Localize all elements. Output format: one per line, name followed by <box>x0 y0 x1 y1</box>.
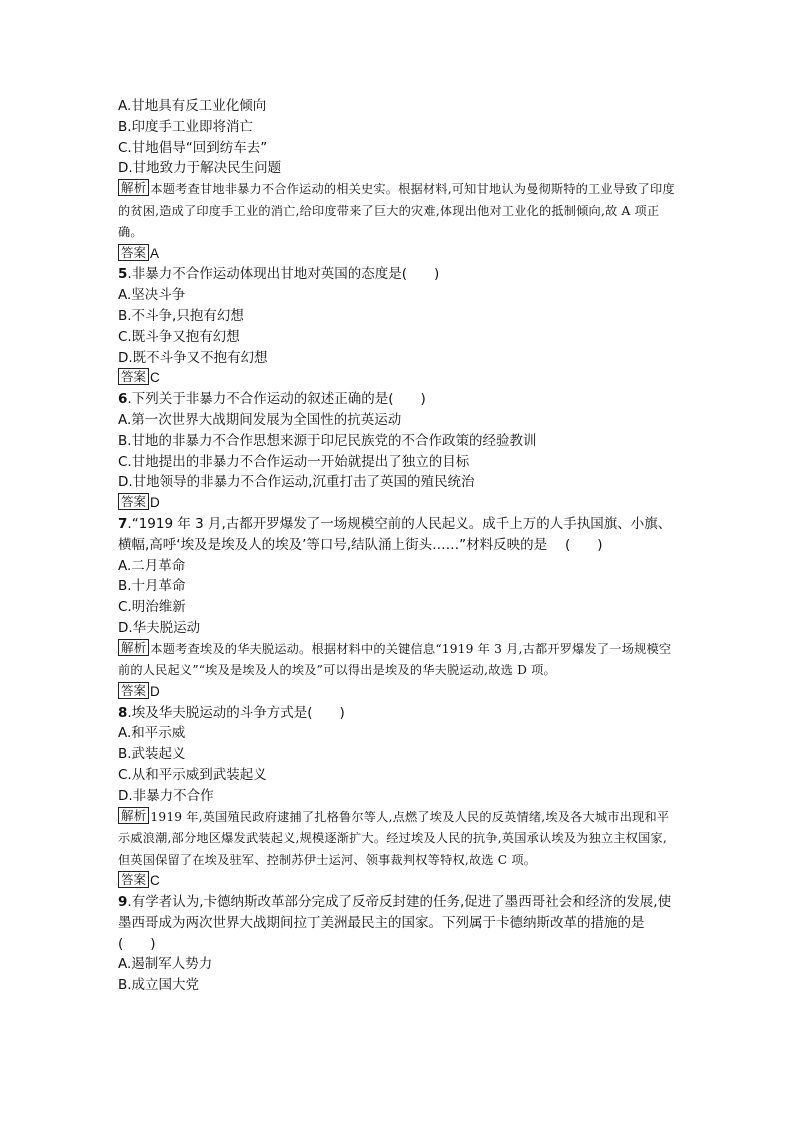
option-b: B.十月革命 <box>118 578 186 595</box>
question-number: 5 <box>118 266 128 283</box>
option-d: D.非暴力不合作 <box>118 787 214 804</box>
option-c: C.明治维新 <box>118 599 186 616</box>
question-text: .“1919 年 3 月,古都开罗爆发了一场规模空前的人民起义。成千上万的人手执国旗、小旗、横幅,高呼‘埃及是埃及人的埃及’等口号,结队涌上街头……”材料反映的是 ( ) <box>118 516 672 553</box>
question-stem <box>118 389 678 410</box>
option-c: C.甘地提出的非暴力不合作运动一开始就提出了独立的目标 <box>118 453 470 470</box>
option-c: C.甘地倡导“回到纺车去” <box>118 139 268 156</box>
analysis-text: 本题考查埃及的华夫脱运动。根据材料中的关键信息“1919 年 3 月,古都开罗爆发了一场规模空前的人民起义”“埃及是埃及人的埃及”可以得出是埃及的华夫脱运动,故选 D 项。 <box>118 641 672 678</box>
option-a: A.二月革命 <box>118 557 186 574</box>
question-number: 8 <box>118 704 128 721</box>
answer-value: D <box>150 495 160 511</box>
option-a: A.坚决斗争 <box>118 287 186 304</box>
question-4 <box>118 96 678 264</box>
question-stem <box>118 514 678 556</box>
analysis-text: 1919 年,英国殖民政府逮捕了扎格鲁尔等人,点燃了埃及人民的反英情绪,埃及各大城市出现和平示威浪潮,部分地区爆发武装起义,规模逐渐扩大。经过埃及人民的抗争,英国承认埃及为独立主权国家,但英国保留了在埃及驻军、控制苏伊士运河、领事裁判权等特权,故选 C 项。 <box>118 809 670 867</box>
document-page <box>118 96 678 996</box>
question-text: .埃及华夫脱运动的斗争方式是( ) <box>127 704 345 721</box>
question-text: .有学者认为,卡德纳斯改革部分完成了反帝反封建的任务,促进了墨西哥社会和经济的发展,使墨西哥成为两次世界大战期间拉丁美洲最民主的国家。下列属于卡德纳斯改革的措施的是( ) <box>118 893 672 952</box>
question-number: 7 <box>118 516 128 533</box>
question-5 <box>118 264 678 389</box>
answer-tag: 答案 <box>118 368 149 385</box>
analysis <box>118 807 678 872</box>
option-a: A.第一次世界大战期间发展为全国性的抗英运动 <box>118 412 402 429</box>
answer-tag: 答案 <box>118 244 149 261</box>
option-b: B.武装起义 <box>118 746 186 763</box>
answer <box>118 871 678 892</box>
question-stem <box>118 703 678 724</box>
option-a: A.遏制军人势力 <box>118 956 213 973</box>
analysis-tag: 解析 <box>118 807 149 824</box>
answer <box>118 244 678 265</box>
answer-value: D <box>150 683 160 699</box>
question-9 <box>118 892 678 996</box>
option-a: A.和平示威 <box>118 725 186 742</box>
answer <box>118 368 678 389</box>
answer <box>118 493 678 514</box>
answer-value: C <box>150 370 160 386</box>
option-b: B.不斗争,只抱有幻想 <box>118 308 244 325</box>
option-d: D.华夫脱运动 <box>118 620 201 637</box>
analysis <box>118 639 678 682</box>
question-8 <box>118 703 678 892</box>
question-text: .非暴力不合作运动体现出甘地对英国的态度是( ) <box>127 266 440 283</box>
option-b: B.甘地的非暴力不合作思想来源于印尼民族党的不合作政策的经验教训 <box>118 432 537 449</box>
analysis-tag: 解析 <box>118 639 149 656</box>
answer-value: A <box>150 245 160 261</box>
answer-tag: 答案 <box>118 871 149 888</box>
answer-tag: 答案 <box>118 493 149 510</box>
analysis-tag: 解析 <box>118 179 149 196</box>
question-number: 6 <box>118 391 128 408</box>
analysis <box>118 179 678 244</box>
option-d: D.甘地领导的非暴力不合作运动,沉重打击了英国的殖民统治 <box>118 474 475 491</box>
option-b: B.成立国大党 <box>118 977 200 994</box>
analysis-text: 本题考查甘地非暴力不合作运动的相关史实。根据材料,可知甘地认为曼彻斯特的工业导致了印度的贫困,造成了印度手工业的消亡,给印度带来了巨大的灾难,体现出他对工业化的抵制倾向,故 A 项正确。 <box>118 182 675 240</box>
question-6 <box>118 389 678 514</box>
question-7 <box>118 514 678 703</box>
option-c: C.既斗争又抱有幻想 <box>118 328 240 345</box>
option-c: C.从和平示威到武装起义 <box>118 767 267 784</box>
option-b: B.印度手工业即将消亡 <box>118 118 254 135</box>
option-d: D.既不斗争又不抱有幻想 <box>118 349 268 366</box>
question-text: .下列关于非暴力不合作运动的叙述正确的是( ) <box>127 391 426 408</box>
question-number: 9 <box>118 893 128 910</box>
answer-tag: 答案 <box>118 682 149 699</box>
option-d: D.甘地致力于解决民生问题 <box>118 160 282 177</box>
answer-value: C <box>150 873 160 889</box>
option-a: A.甘地具有反工业化倾向 <box>118 98 267 114</box>
answer <box>118 682 678 703</box>
question-stem <box>118 264 678 285</box>
question-stem <box>118 892 678 954</box>
